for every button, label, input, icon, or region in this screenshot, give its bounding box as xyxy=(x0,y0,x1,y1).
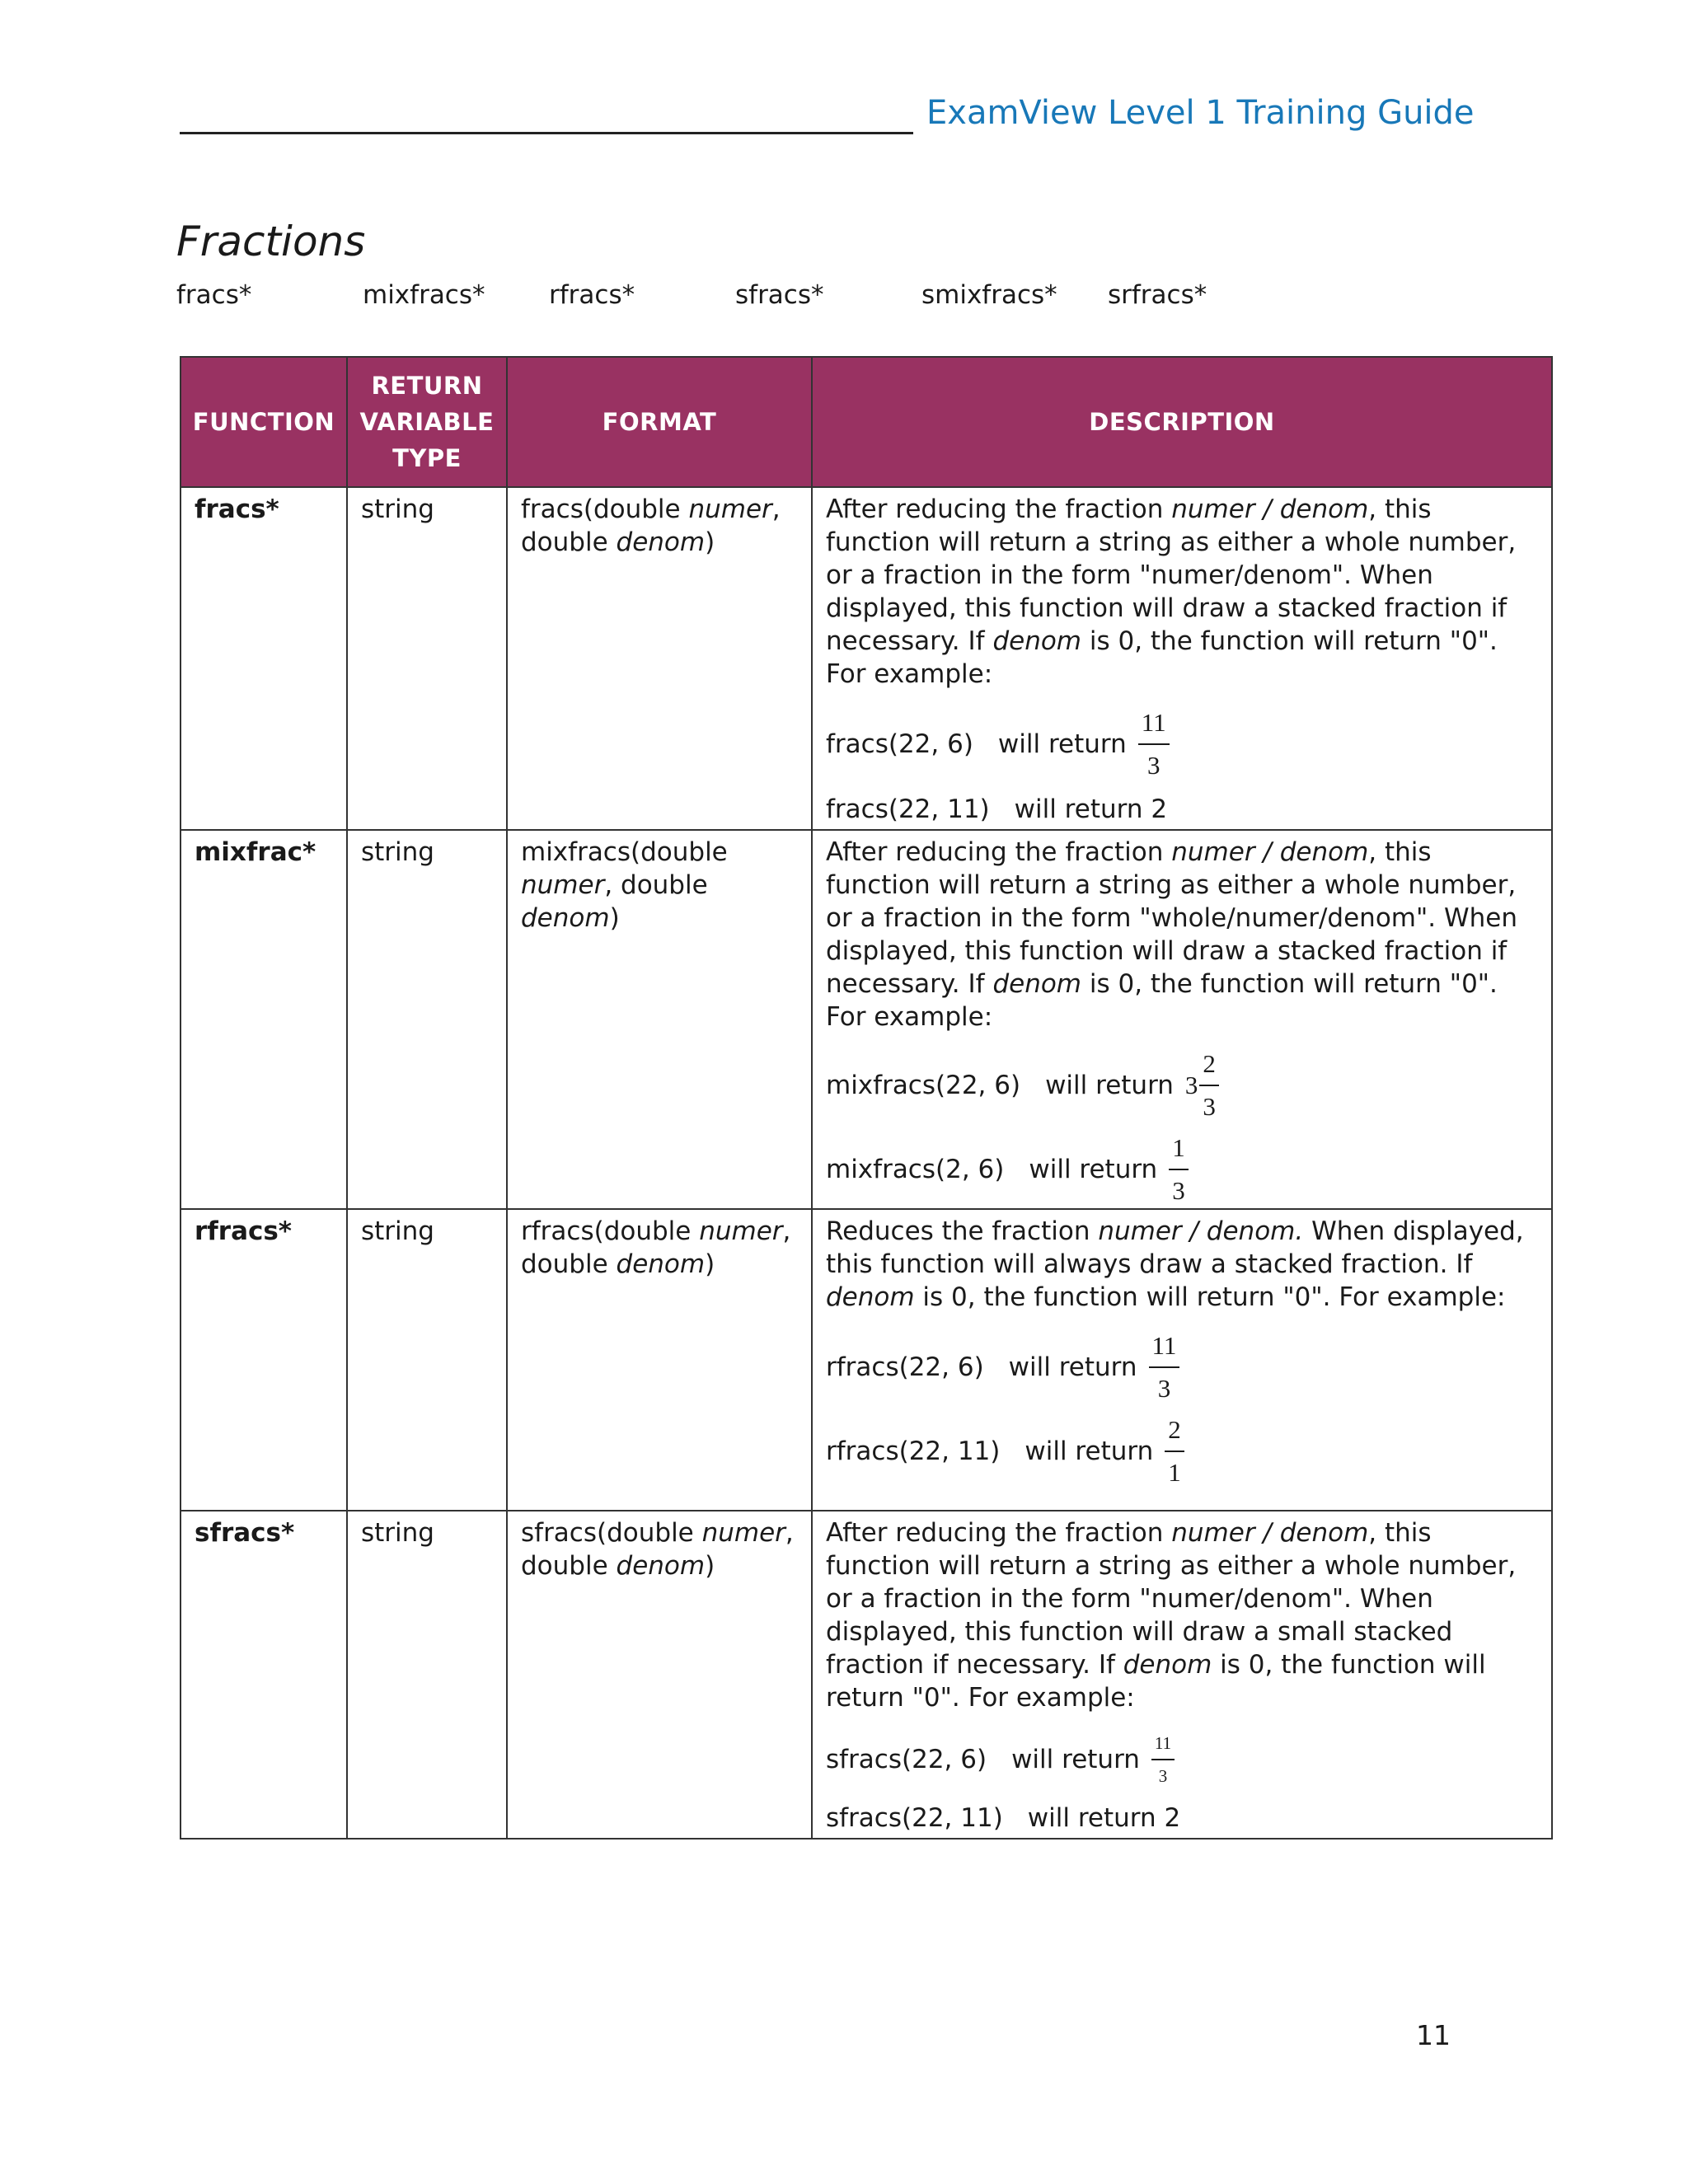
format-text: ) xyxy=(705,527,715,557)
stacked-fraction xyxy=(1165,1416,1184,1487)
format-param: denom xyxy=(616,1249,706,1279)
example-call: mixfracs(2, 6) xyxy=(826,1155,1005,1184)
desc-span: is 0, the function will return "0". For example: xyxy=(914,1282,1506,1312)
format-text: , double xyxy=(521,494,781,557)
fraction-bar xyxy=(1165,1451,1184,1452)
description-text xyxy=(826,836,1538,1033)
example-call: fracs(22, 11) xyxy=(826,794,990,824)
description-cell xyxy=(812,487,1552,830)
desc-italic: denom xyxy=(826,1282,915,1312)
fraction-denominator: 1 xyxy=(1168,1458,1181,1487)
desc-span: After reducing the fraction xyxy=(826,494,1172,524)
fraction-denominator: 3 xyxy=(1203,1092,1216,1121)
example-return: will return 2 xyxy=(1014,794,1168,824)
header-return-type xyxy=(347,357,507,487)
fraction-denominator: 3 xyxy=(1158,1766,1168,1786)
example-return: will return xyxy=(997,729,1127,759)
desc-italic: numer / denom xyxy=(1171,1518,1369,1548)
example-line xyxy=(826,1734,1538,1785)
example-call: sfracs(22, 6) xyxy=(826,1745,987,1774)
desc-italic: numer / denom xyxy=(1171,494,1369,524)
example-line xyxy=(826,709,1538,780)
fraction-bar xyxy=(1169,1169,1189,1170)
table-row xyxy=(181,1511,1552,1839)
format-cell xyxy=(507,1209,812,1511)
example-call: mixfracs(22, 6) xyxy=(826,1071,1021,1100)
example-call: sfracs(22, 11) xyxy=(826,1803,1003,1833)
example-return: will return xyxy=(1011,1745,1140,1774)
desc-span: is 0, the function will return "0". For example: xyxy=(826,969,1498,1032)
format-param: denom xyxy=(616,1551,706,1581)
fraction-denominator: 3 xyxy=(1172,1176,1185,1205)
format-text: mixfracs(double xyxy=(521,837,728,867)
stacked-fraction xyxy=(1138,709,1170,780)
desc-italic: numer / denom. xyxy=(1098,1216,1304,1246)
format-param: denom xyxy=(521,903,610,933)
mixed-whole: 3 xyxy=(1184,1071,1198,1099)
fraction-numerator: 2 xyxy=(1168,1415,1181,1444)
example-return: will return xyxy=(1045,1071,1174,1100)
fraction-bar xyxy=(1199,1085,1219,1086)
format-text: ) xyxy=(705,1551,715,1581)
description-text xyxy=(826,1516,1538,1714)
desc-span: , this function will return a string as either a whole number, or a fraction in the form "numer/denom". When displayed, this function will draw a stacked fraction if necessary. If xyxy=(826,494,1517,656)
format-text: ) xyxy=(609,903,620,933)
example-line xyxy=(826,1332,1538,1403)
description-text xyxy=(826,1215,1538,1314)
example-line xyxy=(826,1050,1538,1121)
function-list-item: mixfracs* xyxy=(363,280,485,310)
function-list-item: fracs* xyxy=(176,280,252,310)
function-list-item: smixfracs* xyxy=(921,280,1057,310)
function-name: fracs* xyxy=(181,487,347,830)
fraction-numerator: 11 xyxy=(1141,708,1166,737)
format-text: fracs(double xyxy=(521,494,689,524)
page-number: 11 xyxy=(1416,2019,1451,2051)
fraction-numerator: 1 xyxy=(1172,1133,1185,1162)
format-cell xyxy=(507,830,812,1209)
desc-span: After reducing the fraction xyxy=(826,1518,1172,1548)
return-type: string xyxy=(347,1209,507,1511)
example-line xyxy=(826,793,1538,826)
format-text: , double xyxy=(521,1216,791,1279)
desc-italic: numer / denom xyxy=(1171,837,1369,867)
function-list-item: srfracs* xyxy=(1108,280,1207,310)
format-param: numer xyxy=(701,1518,785,1548)
function-name: mixfrac* xyxy=(181,830,347,1209)
format-param: numer xyxy=(688,494,772,524)
stacked-fraction xyxy=(1199,1050,1219,1121)
header-rule xyxy=(180,132,913,134)
format-param: denom xyxy=(616,527,706,557)
return-type: string xyxy=(347,1511,507,1839)
example-line xyxy=(826,1134,1538,1205)
example-return: will return 2 xyxy=(1027,1803,1181,1833)
example-call: fracs(22, 6) xyxy=(826,729,973,759)
format-text: , double xyxy=(604,870,708,900)
fraction-bar xyxy=(1151,1759,1175,1760)
header-return-line: VARIABLE xyxy=(359,408,495,436)
function-name: sfracs* xyxy=(181,1511,347,1839)
desc-span: , this function will return a string as either a whole number, or a fraction in the form "numer/denom". When displayed, this function will draw a small stacked fraction if necessary. If xyxy=(826,1518,1517,1680)
fraction-bar xyxy=(1138,743,1170,745)
stacked-fraction xyxy=(1169,1134,1189,1205)
table-header-row xyxy=(181,357,1552,487)
description-cell xyxy=(812,1511,1552,1839)
table-row xyxy=(181,830,1552,1209)
function-list xyxy=(176,280,1248,313)
function-list-item: sfracs* xyxy=(735,280,824,310)
desc-italic: denom xyxy=(992,626,1081,656)
stacked-fraction xyxy=(1149,1332,1180,1403)
small-stacked-fraction xyxy=(1151,1734,1175,1785)
desc-italic: denom xyxy=(1123,1650,1212,1680)
fraction-numerator: 2 xyxy=(1203,1049,1216,1078)
header-function: FUNCTION xyxy=(181,357,347,487)
return-type: string xyxy=(347,830,507,1209)
guide-title: ExamView Level 1 Training Guide xyxy=(926,94,1475,132)
format-text: rfracs(double xyxy=(521,1216,700,1246)
format-text: , double xyxy=(521,1518,794,1581)
fraction-numerator: 11 xyxy=(1151,1331,1177,1360)
fraction-numerator: 11 xyxy=(1154,1733,1172,1753)
header-format: FORMAT xyxy=(507,357,812,487)
format-cell xyxy=(507,487,812,830)
table-row xyxy=(181,1209,1552,1511)
fraction-denominator: 3 xyxy=(1157,1374,1171,1403)
desc-span: When displayed, this function will always draw a stacked fraction. If xyxy=(826,1216,1524,1279)
example-return: will return xyxy=(1008,1352,1137,1382)
example-return: will return xyxy=(1029,1155,1158,1184)
desc-span: , this function will return a string as either a whole number, or a fraction in the form "whole/numer/denom". When displayed, this function will draw a stacked fraction if necessary. If xyxy=(826,837,1517,999)
desc-span: Reduces the fraction xyxy=(826,1216,1099,1246)
description-cell xyxy=(812,830,1552,1209)
desc-italic: denom xyxy=(992,969,1081,999)
fractions-table xyxy=(180,356,1553,1840)
header-return-line: TYPE xyxy=(392,444,462,472)
example-line xyxy=(826,1802,1538,1835)
example-line xyxy=(826,1416,1538,1487)
format-cell xyxy=(507,1511,812,1839)
description-cell xyxy=(812,1209,1552,1511)
fraction-bar xyxy=(1149,1366,1180,1368)
return-type: string xyxy=(347,487,507,830)
function-name: rfracs* xyxy=(181,1209,347,1511)
desc-span: After reducing the fraction xyxy=(826,837,1172,867)
format-text: sfracs(double xyxy=(521,1518,702,1548)
format-param: numer xyxy=(521,870,605,900)
format-param: numer xyxy=(699,1216,783,1246)
table-row xyxy=(181,487,1552,830)
section-title: Fractions xyxy=(176,218,366,265)
function-list-item: rfracs* xyxy=(549,280,635,310)
example-return: will return xyxy=(1025,1436,1154,1466)
header-description: DESCRIPTION xyxy=(812,357,1552,487)
format-text: ) xyxy=(705,1249,715,1279)
desc-span: is 0, the function will return "0". For example: xyxy=(826,1650,1486,1713)
header-return-line: RETURN xyxy=(371,372,483,400)
desc-span: is 0, the function will return "0". For example: xyxy=(826,626,1498,689)
description-text xyxy=(826,493,1538,691)
example-call: rfracs(22, 11) xyxy=(826,1436,1001,1466)
example-call: rfracs(22, 6) xyxy=(826,1352,984,1382)
fraction-denominator: 3 xyxy=(1146,751,1160,780)
